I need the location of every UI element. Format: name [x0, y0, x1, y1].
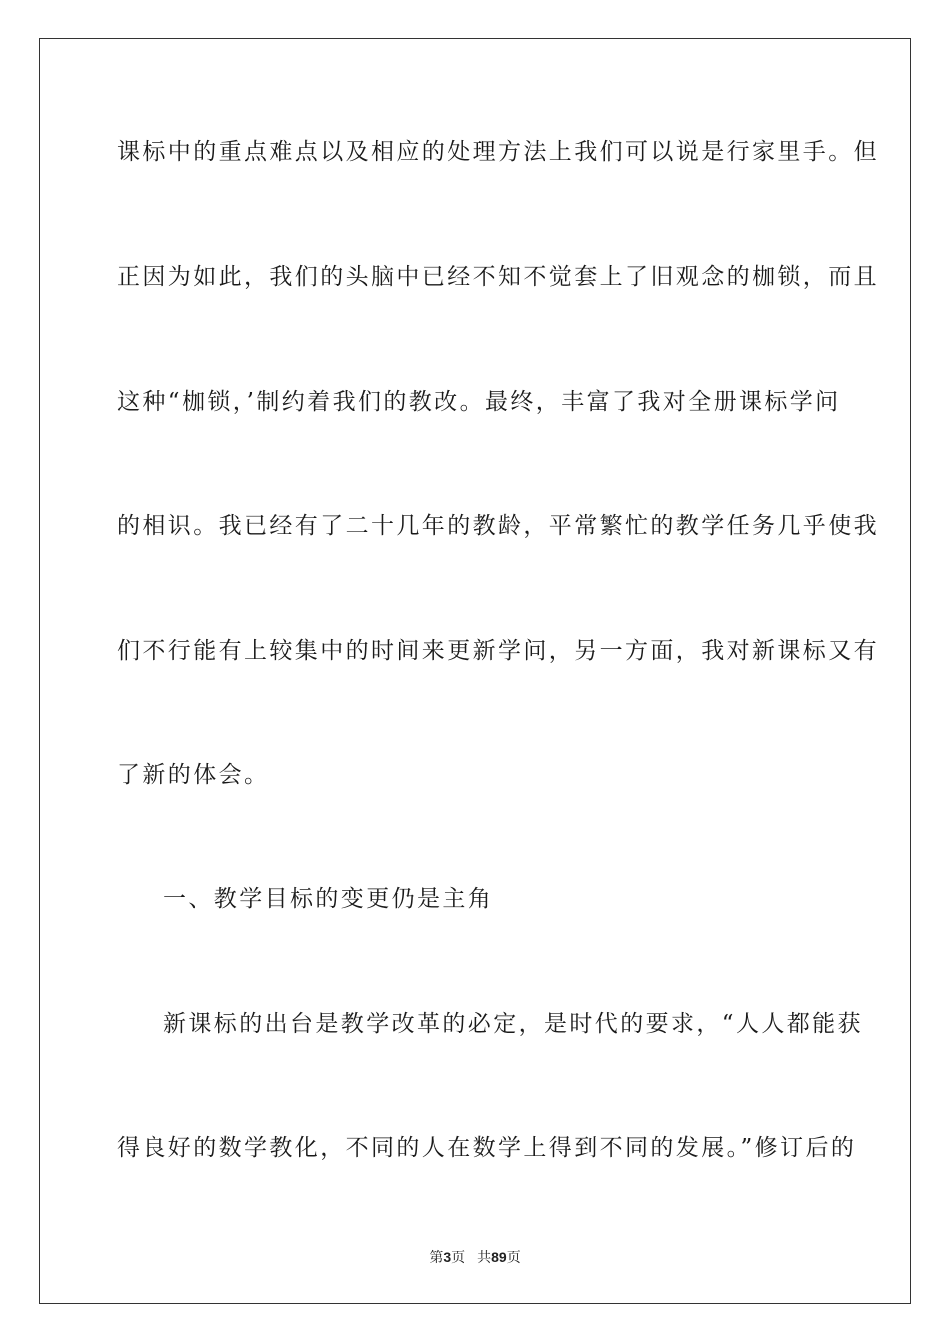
body-line-2: 正因为如此，我们的头脑中已经不知不觉套上了旧观念的枷锁，而且 — [117, 264, 879, 290]
body-line-3: 这种“枷锁，’制约着我们的教改。最终，丰富了我对全册课标学问 — [117, 389, 841, 415]
page-number: 3 — [443, 1249, 452, 1265]
paragraph-2-line-1: 新课标的出台是教学改革的必定，是时代的要求，“人人都能获 — [163, 1011, 863, 1037]
section-heading: 一、教学目标的变更仍是主角 — [163, 886, 494, 912]
page-prefix: 第 — [429, 1250, 444, 1266]
body-line-1: 课标中的重点难点以及相应的处理方法上我们可以说是行家里手。但 — [117, 139, 879, 165]
body-line-5: 们不行能有上较集中的时间来更新学问，另一方面，我对新课标又有 — [117, 638, 879, 664]
total-suffix: 页 — [506, 1250, 521, 1266]
page-suffix: 页 — [451, 1250, 466, 1266]
body-line-6: 了新的体会。 — [117, 762, 270, 788]
page-border — [39, 38, 911, 1304]
total-prefix: 共 — [477, 1250, 492, 1266]
total-pages: 89 — [491, 1249, 507, 1265]
paragraph-2-line-2: 得良好的数学教化，不同的人在数学上得到不同的发展。”修订后的 — [117, 1135, 857, 1161]
page-footer — [0, 1248, 950, 1267]
body-line-4: 的相识。我已经有了二十几年的教龄，平常繁忙的教学任务几乎使我 — [117, 513, 879, 539]
